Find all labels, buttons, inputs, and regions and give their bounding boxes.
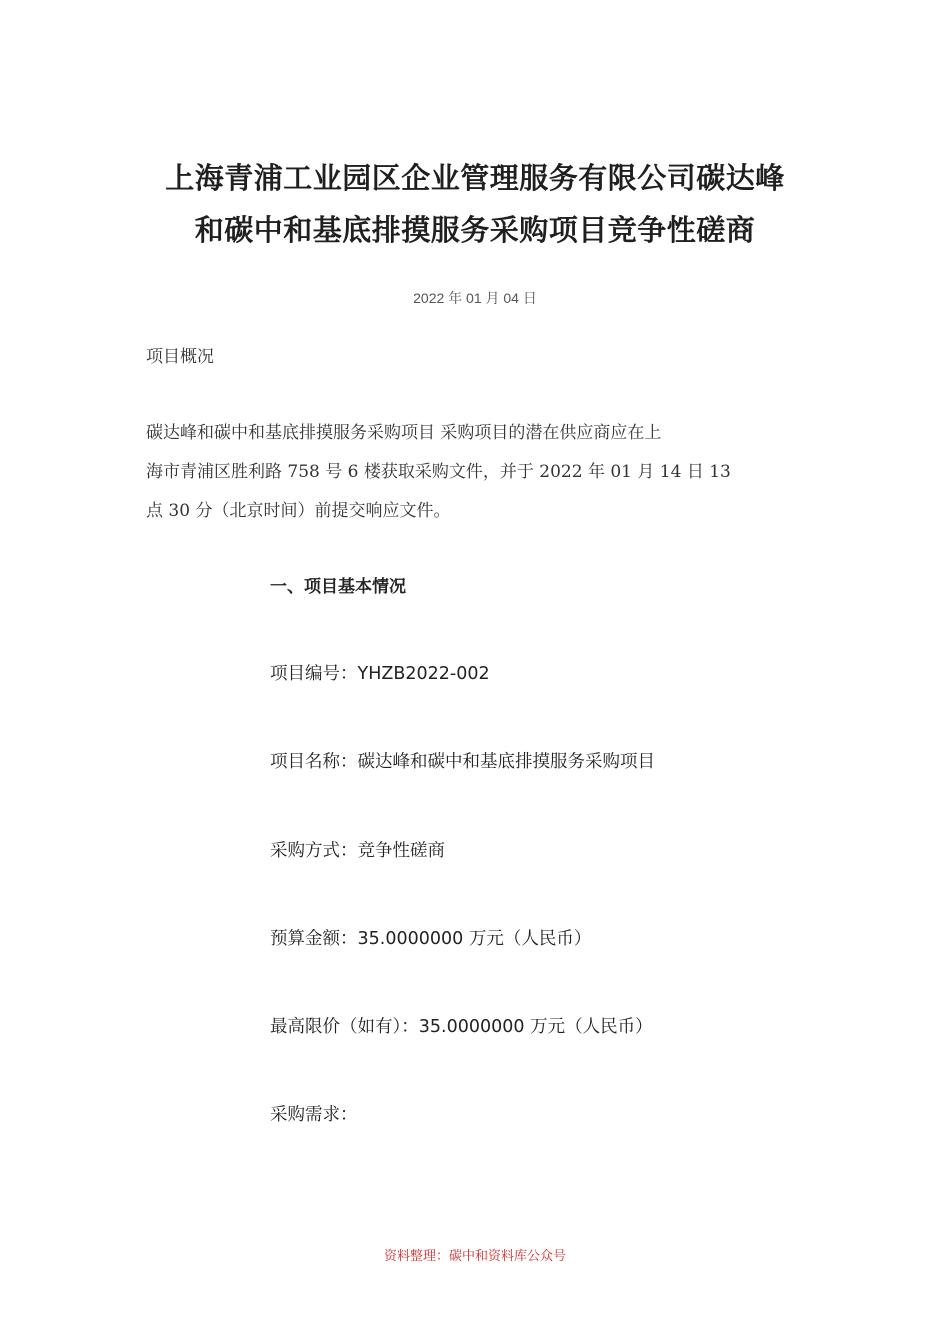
budget-amount: 预算金额：35.0000000 万元（人民币） [270, 929, 592, 949]
overview-heading: 项目概况 [146, 347, 214, 367]
max-price: 最高限价（如有）：35.0000000 万元（人民币） [270, 1017, 653, 1037]
section-heading-basic-info: 一、项目基本情况 [270, 577, 406, 597]
overview-line-2: 海市青浦区胜利路 758 号 6 楼获取采购文件，并于 2022 年 01 月 14 日 13 [146, 462, 731, 482]
footer-source-note: 资料整理：碳中和资料库公众号 [383, 1249, 566, 1264]
overview-paragraph [146, 414, 746, 531]
document-title [120, 152, 830, 256]
procurement-requirements: 采购需求： [270, 1105, 358, 1125]
overview-line-1: 碳达峰和碳中和基底排摸服务采购项目 采购项目的潜在供应商应在上 [146, 423, 662, 443]
title-line-2: 和碳中和基底排摸服务采购项目竞争性磋商 [194, 213, 756, 247]
title-line-1: 上海青浦工业园区企业管理服务有限公司碳达峰 [165, 161, 785, 195]
project-name: 项目名称：碳达峰和碳中和基底排摸服务采购项目 [270, 752, 655, 772]
procurement-method: 采购方式：竞争性磋商 [270, 841, 445, 861]
publish-date: 2022 年 01 月 04 日 [413, 290, 537, 306]
project-number: 项目编号：YHZB2022-002 [270, 664, 490, 684]
overview-line-3: 点 30 分（北京时间）前提交响应文件。 [146, 501, 451, 521]
